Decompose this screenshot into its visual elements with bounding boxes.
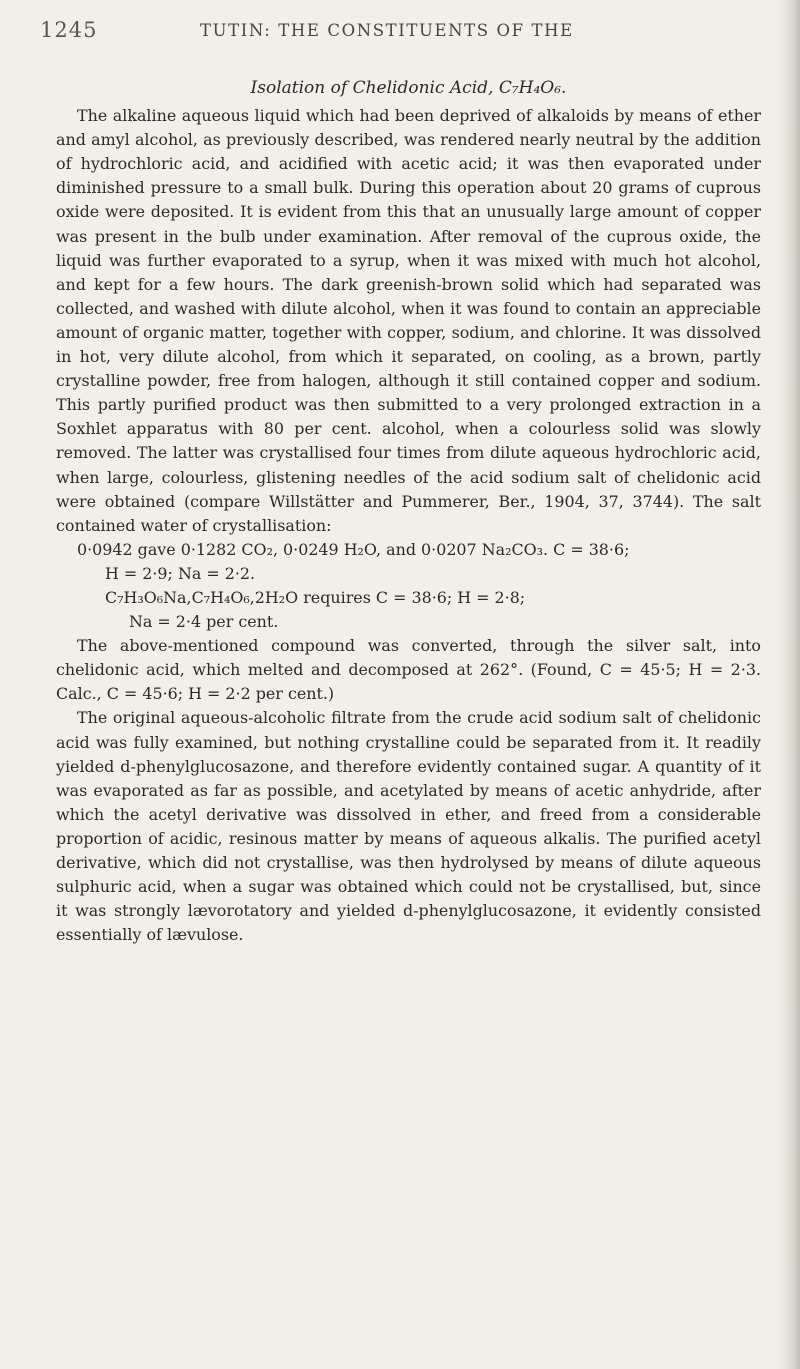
analysis-data <box>56 538 761 634</box>
paragraph-silver-salt: The above-mentioned compound was converted, through the silver salt, into chelidonic acid, which melted and decomposed at 262°. (Found, C = 45·5; H = 2·3. Calc., C = 45·6; H = 2·2 per cent.) <box>56 636 761 704</box>
paragraph-isolation: The alkaline aqueous liquid which had been deprived of alkaloids by means of ether and amyl alcohol, as previously described, was rendered nearly neutral by the addition of hydrochloric acid, and acidified with acetic acid; it was then evaporated under diminished pressure to a small bulk. During this operation about 20 grams of cuprous oxide were deposited. It is evident from this that an unusually large amount of copper was present in the bulb under examination. After removal of the cuprous oxide, the liquid was further evaporated to a syrup, when it was mixed with much hot alcohol, and kept for a few hours. The dark greenish-brown solid which had separated was collected, and washed with dilute alcohol, when it was found to contain an appreciable amount of organic matter, together with copper, sodium, and chlorine. It was dissolved in hot, very dilute alcohol, from which it separated, on cooling, as a brown, partly crystalline powder, free from halogen, although it still contained copper and sodium. This partly purified product was then submitted to a very prolonged extraction in a Soxhlet apparatus with 80 per cent. alcohol, when a colourless solid was slowly removed. The latter was crystallised four times from dilute aqueous hydrochloric acid, when large, colourless, glistening needles of the acid sodium salt of chelidonic acid were obtained (compare Willstätter and Pummerer, Ber., 1904, 37, 3744). The salt contained water of crystallisation: <box>56 106 761 535</box>
analysis-line-requires-cont: Na = 2·4 per cent. <box>129 612 279 632</box>
page-number: 1245 <box>40 18 98 42</box>
running-head: TUTIN: THE CONSTITUENTS OF THE <box>200 21 574 40</box>
analysis-line-requires: C₇H₃O₆Na,C₇H₄O₆,2H₂O requires C = 38·6; H = 2·8; <box>105 587 526 607</box>
section-title: Isolation of Chelidonic Acid, C₇H₄O₆. <box>250 78 567 98</box>
page-edge-shadow <box>778 0 800 1369</box>
page-header <box>40 18 760 48</box>
paragraph-filtrate: The original aqueous-alcoholic filtrate from the crude acid sodium salt of chelidonic acid was fully examined, but nothing crystalline could be separated from it. It readily yielded d-phenylglucosazone, and therefore evidently contained sugar. A quantity of it was evaporated as far as possible, and acetylated by means of acetic anhydride, after which the acetyl derivative was dissolved in ether, and freed from a considerable proportion of acidic, resinous matter by means of aqueous alkalis. The purified acetyl derivative, which did not crystallise, was then hydrolysed by means of dilute aqueous sulphuric acid, when a sugar was obtained which could not be crystallised, but, since it was strongly lævorotatory and yielded d-phenylglucosazone, it evidently consisted essentially of lævulose. <box>56 708 761 945</box>
analysis-line-found: 0·0942 gave 0·1282 CO₂, 0·0249 H₂O, and 0·0207 Na₂CO₃. C = 38·6; <box>77 539 630 559</box>
analysis-line-found-cont: H = 2·9; Na = 2·2. <box>105 563 256 583</box>
page-body <box>56 76 761 947</box>
